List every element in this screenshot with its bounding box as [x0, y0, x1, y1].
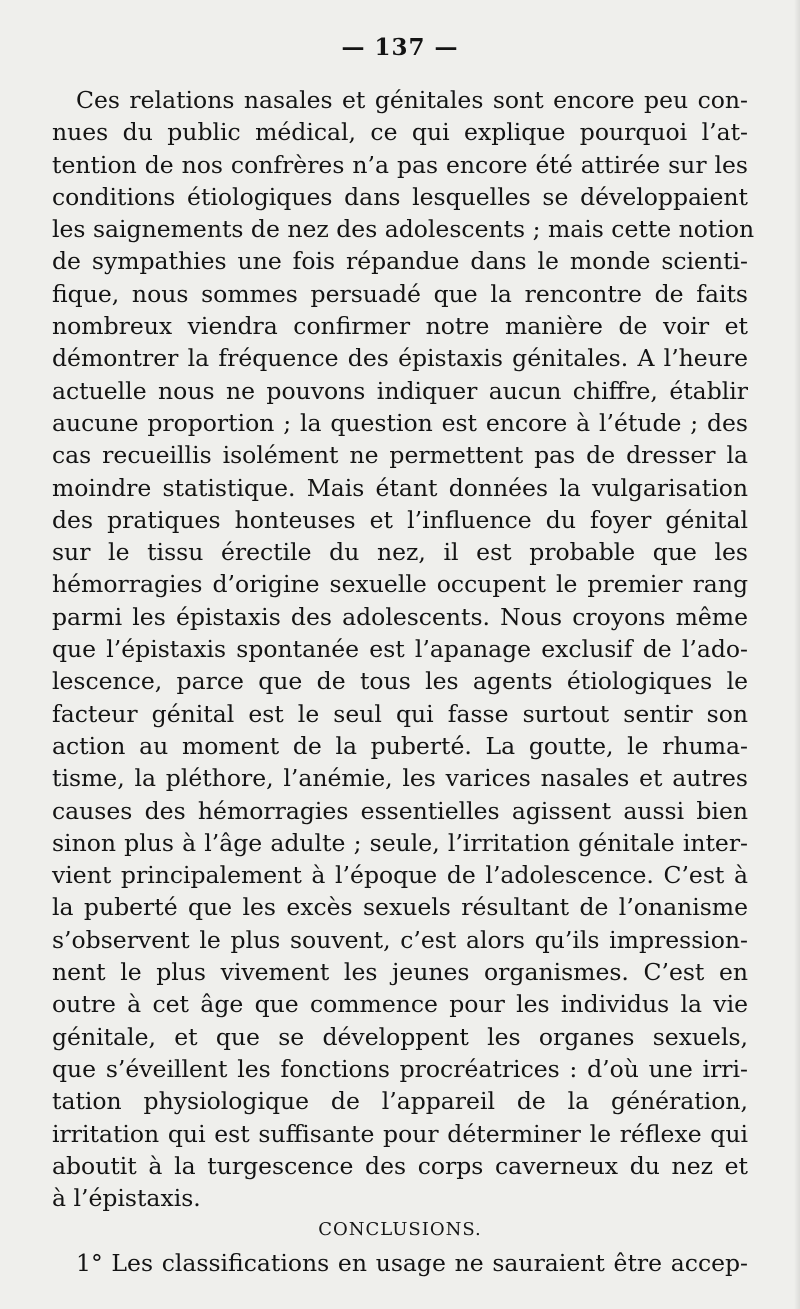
text-line: tation physiologique de l’appareil de la génération, [52, 1087, 748, 1116]
text-line: sur le tissu érectile du nez, il est probable que les [52, 538, 748, 567]
text-line: nombreux viendra confirmer notre manière de voir et [52, 312, 748, 341]
text-line: aboutit à la turgescence des corps caverneux du nez et [52, 1151, 748, 1180]
text-line: moindre statistique. Mais étant données la vulgarisation [52, 473, 748, 502]
text-line: à l’épistaxis. [52, 1184, 201, 1213]
text-line: de sympathies une fois répandue dans le monde scienti- [52, 247, 748, 276]
section-title: CONCLUSIONS. [318, 1219, 482, 1241]
conclusion-line: 1° Les classifications en usage ne sauraient être accep- [76, 1248, 748, 1277]
text-line: causes des hémorragies essentielles agissent aussi bien [52, 796, 748, 825]
text-line: des pratiques honteuses et l’influence du foyer génital [52, 505, 748, 534]
text-line: que s’éveillent les fonctions procréatrices : d’où une irri- [52, 1054, 748, 1083]
text-line: cas recueillis isolément ne permettent pas de dresser la [52, 441, 748, 470]
text-line: nent le plus vivement les jeunes organismes. C’est en [52, 958, 748, 987]
text-line: actuelle nous ne pouvons indiquer aucun chiffre, établir [52, 376, 748, 405]
text-line: facteur génital est le seul qui fasse surtout sentir son [52, 699, 748, 728]
text-line: que l’épistaxis spontanée est l’apanage exclusif de l’ado- [52, 635, 748, 664]
main-text [52, 84, 755, 1279]
text-line: hémorragies d’origine sexuelle occupent le premier rang [52, 570, 748, 599]
text-line: lescence, parce que de tous les agents étiologiques le [52, 667, 748, 696]
text-line: tention de nos confrères n’a pas encore été attirée sur les [52, 150, 748, 179]
text-line: nues du public médical, ce qui explique pourquoi l’at- [52, 118, 748, 147]
text-line: vient principalement à l’époque de l’adolescence. C’est à [52, 861, 748, 890]
text-line: les saignements de nez des adolescents ; mais cette notion [52, 215, 755, 244]
text-line: s’observent le plus souvent, c’est alors qu’ils impression- [52, 925, 748, 954]
text-line: Ces relations nasales et génitales sont encore peu con- [76, 86, 748, 114]
text-line: aucune proportion ; la question est encore à l’étude ; des [52, 408, 748, 437]
text-line: conditions étiologiques dans lesquelles se développaient [52, 182, 748, 211]
text-line: génitale, et que se développent les organes sexuels, [52, 1022, 748, 1051]
text-line: tisme, la pléthore, l’anémie, les varices nasales et autres [52, 764, 748, 793]
text-line: fique, nous sommes persuadé que la rencontre de faits [52, 279, 748, 308]
page-number: — 137 — [341, 34, 459, 61]
text-line: outre à cet âge que commence pour les individus la vie [52, 990, 748, 1019]
text-line: démontrer la fréquence des épistaxis génitales. A l’heure [52, 344, 748, 373]
text-line: la puberté que les excès sexuels résultant de l’onanisme [52, 893, 748, 922]
text-line: irritation qui est suffisante pour déterminer le réflexe qui [52, 1119, 748, 1148]
text-line: parmi les épistaxis des adolescents. Nous croyons même [52, 602, 748, 631]
text-line: sinon plus à l’âge adulte ; seule, l’irritation génitale inter- [52, 828, 748, 857]
page-edge-shadow [794, 0, 800, 1309]
text-line: action au moment de la puberté. La goutte, le rhuma- [52, 731, 748, 760]
